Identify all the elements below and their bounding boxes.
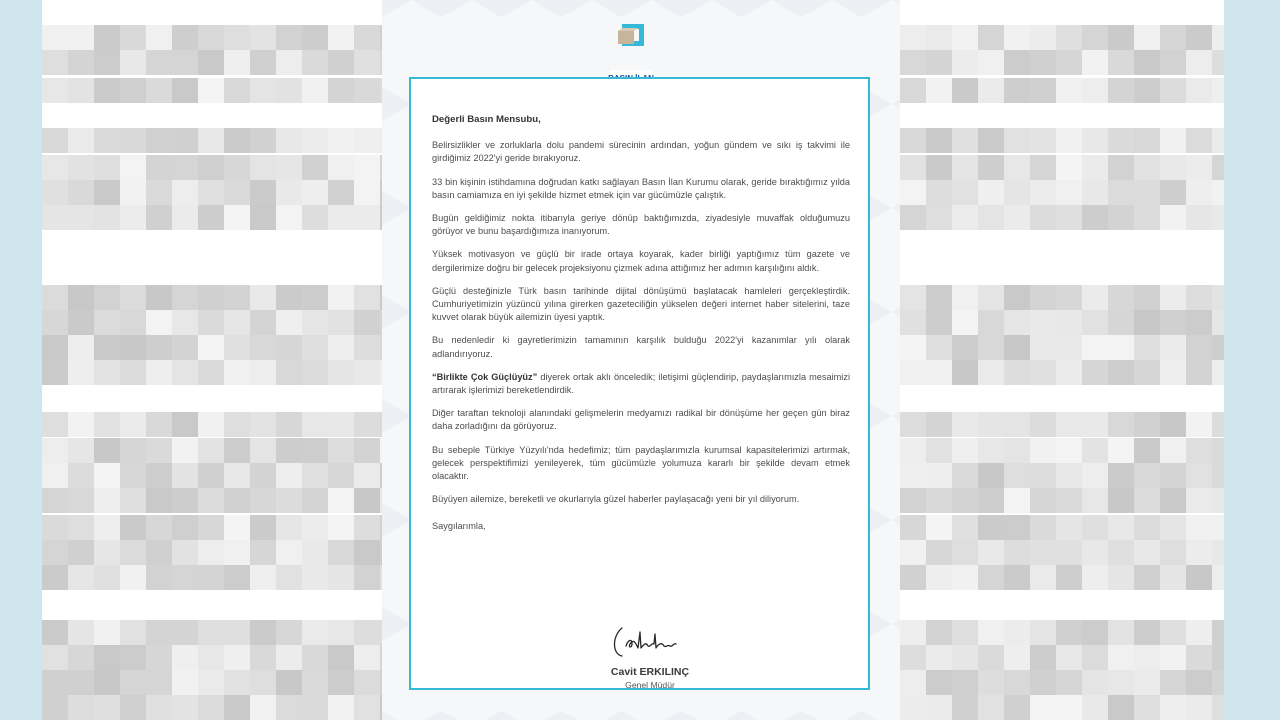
signer-name: Cavit ERKILINÇ <box>610 666 690 678</box>
letter-paragraph-emphasis <box>432 371 850 397</box>
emphasis-rest: diyerek ortak aklı önceledik; iletişimi güçlendirip, paydaşlarımızla mesaimizi artırarak işlerimizi bereketlendirdik. <box>432 371 850 396</box>
letter-paragraph: Bu sebeple Türkiye Yüzyılı'nda hedefimiz; tüm paydaşlarımızla kurumsal kapasitelerimizi artırmak, gelecek perspektifimizi yenileyerek, tüm gücümüzle yolumuza kararlı bir şekilde devam etmek olacaktır. <box>432 444 850 482</box>
letter-greeting: Değerli Basın Mensubu, <box>432 114 541 125</box>
letter-paragraph: Bu nedenledir ki gayretlerimizin tamamının karşılık bulduğu 2022'yi kazanımlar yılı olarak adlandırıyoruz. <box>432 335 850 359</box>
right-frame-bar <box>1224 0 1280 720</box>
letter-paragraph: Yüksek motivasyon ve güçlü bir irade ortaya koyarak, kader birliği yaptığımız tüm gazete ve dergilerimize doğru bir gelecek projeksiyonu çizmek adına attığımız her adımın karşılığını aldık. <box>432 249 850 273</box>
pixelated-text-right <box>900 0 1224 720</box>
letter-paragraph: Diğer taraftan teknoloji alanındaki gelişmelerin medyamızı radikal bir dönüşüme her geçen gün biraz daha zorladığını da görüyoruz. <box>432 408 850 432</box>
handwritten-signature <box>608 622 688 662</box>
letter-closing: Saygılarımla, <box>432 521 486 532</box>
logo-mark-icon <box>616 20 646 50</box>
letter-body <box>432 113 850 544</box>
letter-paragraph: Bugün geldiğimiz nokta itibarıyla geriye dönüp baktığımızda, ziyadesiyle muvaffak olduğumuzu görüyor ve bunu başardığımıza inanıyorum. <box>432 213 850 237</box>
pixelated-text-left <box>42 0 382 720</box>
signer-title: Genel Müdür <box>625 680 675 690</box>
letter-paragraph: 33 bin kişinin istihdamına doğrudan katkı sağlayan Basın İlan Kurumu olarak, geride bıraktığımız yılda basın camiamıza en iyi şekilde hizmet etmek için var gücümüzle çalıştık. <box>432 176 850 200</box>
letter-paragraph: Büyüyen ailemize, bereketli ve okurlarıyla güzel haberler paylaşacağı yeni bir yıl diliyorum. <box>432 494 800 505</box>
signer-block <box>560 666 740 690</box>
letter-paragraph: Belirsizlikler ve zorluklarla dolu pandemi sürecinin ardından, yoğun gündem ve sıkı iş takvimi ile girdiğimiz 2022'yi geride bırakıyoruz. <box>432 140 850 164</box>
slogan-text: “Birlikte Çok Güçlüyüz” <box>432 371 538 382</box>
letter-paragraph: Güçlü desteğinizle Türk basın tarihinde dijital dönüşümü başlatacak hamleleri gerçekleştirdik. Cumhuriyetimizin yüzüncü yılına girerken gazeteciliğin yükselen değeri internet haber sitelerini, taze kuvvet olarak büyük ailemizin üyesi yaptık. <box>432 285 850 323</box>
left-frame-bar <box>0 0 42 720</box>
